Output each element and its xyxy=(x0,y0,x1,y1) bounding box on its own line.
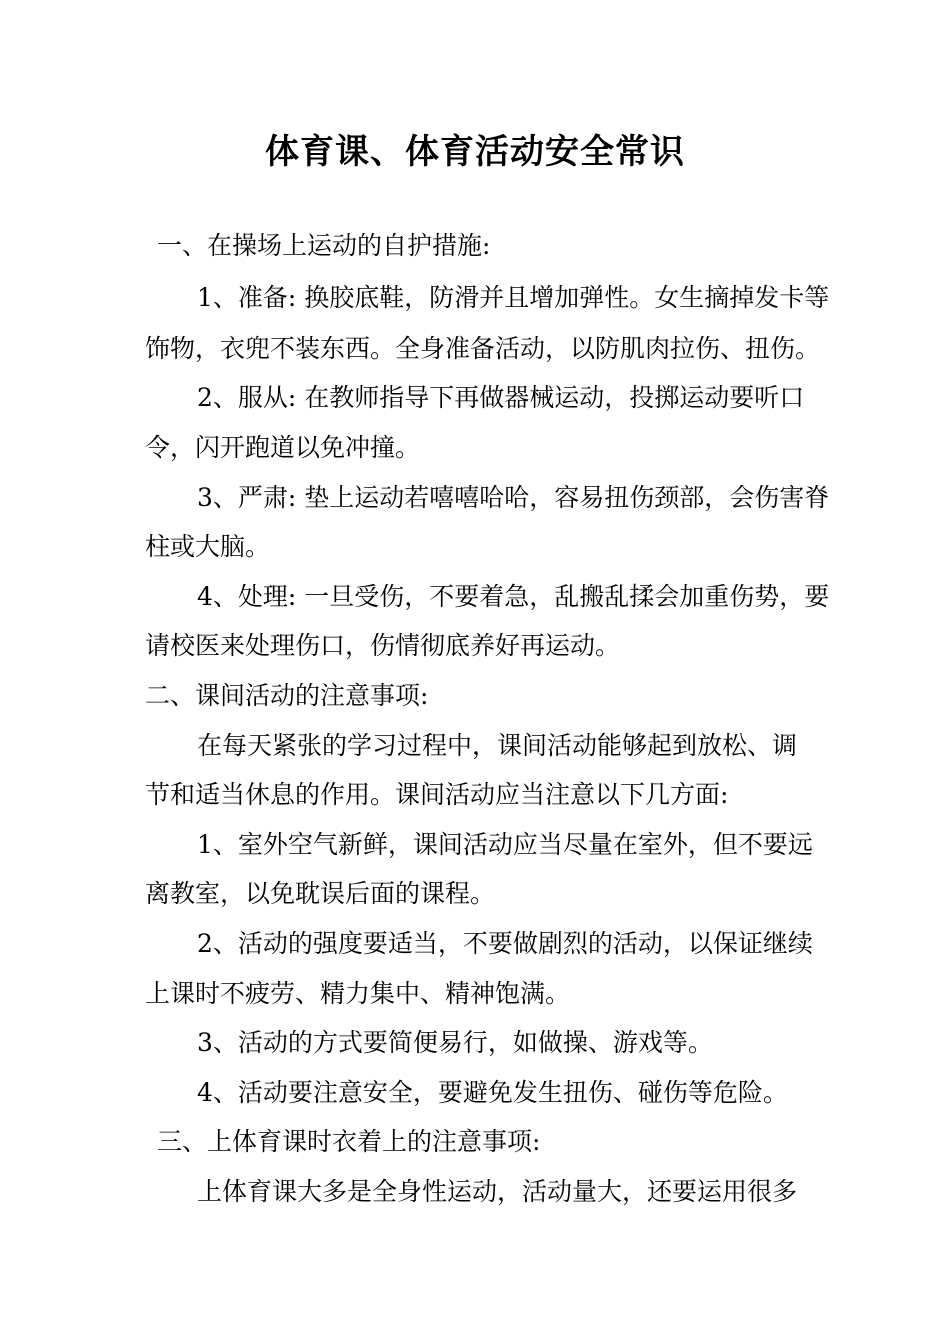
document-title: 体育课、体育活动安全常识 xyxy=(265,132,685,172)
paragraph-line: 4、活动要注意安全，要避免发生扭伤、碰伤等危险。 xyxy=(197,1078,788,1107)
paragraph-line: 4、处理: 一旦受伤，不要着急，乱搬乱揉会加重伤势，要 xyxy=(197,582,830,611)
paragraph-line: 离教室，以免耽误后面的课程。 xyxy=(145,879,496,908)
paragraph-line: 1、室外空气新鲜，课间活动应当尽量在室外，但不要远 xyxy=(197,830,813,859)
paragraph-line: 3、严肃: 垫上运动若嘻嘻哈哈，容易扭伤颈部，会伤害脊 xyxy=(197,483,830,512)
paragraph-line: 请校医来处理伤口，伤情彻底养好再运动。 xyxy=(145,631,621,660)
paragraph-line: 令，闪开跑道以免冲撞。 xyxy=(145,433,421,462)
paragraph-line: 柱或大脑。 xyxy=(145,532,271,561)
paragraph-line: 2、服从: 在教师指导下再做器械运动，投掷运动要听口 xyxy=(197,383,805,412)
paragraph-line: 3、活动的方式要简便易行，如做操、游戏等。 xyxy=(197,1028,713,1057)
paragraph-line: 节和适当休息的作用。课间活动应当注意以下几方面: xyxy=(145,780,729,809)
paragraph-line: 饰物，衣兜不装东西。全身准备活动，以防肌肉拉伤、扭伤。 xyxy=(145,334,821,363)
paragraph-line: 上体育课大多是全身性运动，活动量大，还要运用很多 xyxy=(197,1177,798,1206)
section-heading-2: 二、课间活动的注意事项: xyxy=(145,681,429,710)
paragraph-line: 2、活动的强度要适当，不要做剧烈的活动，以保证继续 xyxy=(197,929,813,958)
section-heading-3: 三、上体育课时衣着上的注意事项: xyxy=(157,1127,541,1156)
paragraph-line: 1、准备: 换胶底鞋，防滑并且增加弹性。女生摘掉发卡等 xyxy=(197,283,830,312)
section-heading-1: 一、在操场上运动的自护措施: xyxy=(157,231,491,260)
paragraph-line: 在每天紧张的学习过程中，课间活动能够起到放松、调 xyxy=(197,731,798,760)
paragraph-line: 上课时不疲劳、精力集中、精神饱满。 xyxy=(145,979,571,1008)
